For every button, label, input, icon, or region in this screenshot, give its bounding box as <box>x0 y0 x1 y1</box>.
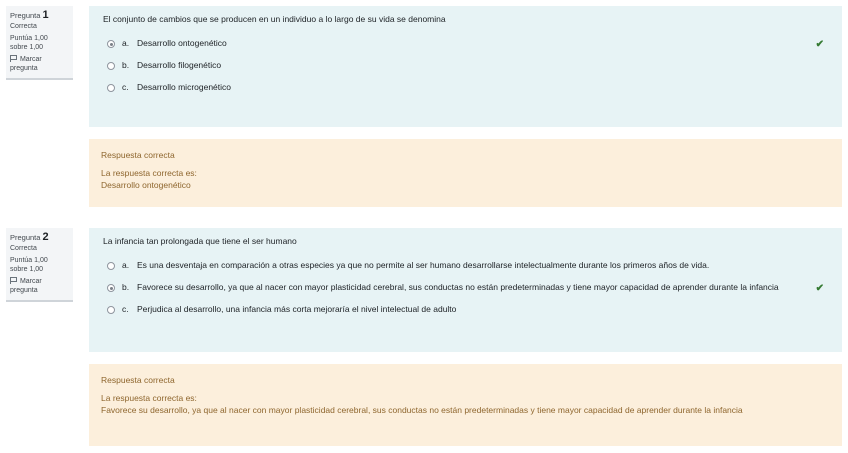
question-info-1 <box>6 6 73 80</box>
radio-icon[interactable] <box>107 62 115 70</box>
radio-icon[interactable] <box>107 262 115 270</box>
answer-letter: b. <box>122 60 130 70</box>
radio-icon[interactable] <box>107 40 115 48</box>
flag-icon <box>10 55 17 61</box>
flag-label: Marcar <box>19 278 42 285</box>
feedback-label: La respuesta correcta es: <box>101 393 197 403</box>
question-grade <box>10 256 69 274</box>
grade-line: sobre 1,00 <box>10 266 44 273</box>
answer-option-c[interactable] <box>103 303 828 316</box>
question-number: 1 <box>42 9 49 21</box>
feedback-title: Respuesta correcta <box>101 150 175 160</box>
question-title <box>10 11 69 20</box>
answer-letter: b. <box>122 282 130 292</box>
answer-text: Desarrollo ontogenético <box>137 38 227 48</box>
radio-icon[interactable] <box>107 306 115 314</box>
question-grade <box>10 34 69 52</box>
grade-line: sobre 1,00 <box>10 44 44 51</box>
question-text: La infancia tan prolongada que tiene el ser humano <box>103 236 297 246</box>
answer-letter: a. <box>122 260 130 270</box>
grade-line: Puntúa 1,00 <box>10 35 48 42</box>
answer-text: Favorece su desarrollo, ya que al nacer con mayor plasticidad cerebral, sus conductas no están predeterminadas y tiene mayor capacidad de aprender durante la infancia <box>137 282 779 292</box>
grade-line: Puntúa 1,00 <box>10 257 48 264</box>
question-feedback-1 <box>89 139 842 207</box>
flag-label: Marcar <box>19 56 42 63</box>
answer-letter: c. <box>122 82 129 92</box>
question-state: Correcta <box>10 245 37 252</box>
question-text: El conjunto de cambios que se producen en un individuo a lo largo de su vida se denomina <box>103 14 446 24</box>
flag-label: pregunta <box>10 65 38 72</box>
question-formulation-2 <box>89 228 842 352</box>
question-feedback-2 <box>89 364 842 446</box>
question-label: Pregunta <box>10 11 41 20</box>
question-state: Correcta <box>10 23 37 30</box>
question-formulation-1 <box>89 6 842 127</box>
flag-question-link[interactable] <box>10 55 69 73</box>
question-number: 2 <box>42 231 49 243</box>
check-icon: ✔ <box>815 39 824 50</box>
answer-option-a[interactable] <box>103 37 828 50</box>
question-title <box>10 233 69 242</box>
answer-option-b[interactable] <box>103 59 828 72</box>
answer-text: Desarrollo microgenético <box>137 82 232 92</box>
answer-text: Desarrollo filogenético <box>137 60 222 70</box>
answer-letter: a. <box>122 38 130 48</box>
answer-letter: c. <box>122 304 129 314</box>
radio-icon[interactable] <box>107 84 115 92</box>
question-label: Pregunta <box>10 233 41 242</box>
feedback-answer: Desarrollo ontogenético <box>101 180 191 190</box>
feedback-answer: Favorece su desarrollo, ya que al nacer con mayor plasticidad cerebral, sus conductas no están predeterminadas y tiene mayor capacidad de aprender durante la infancia <box>101 405 743 415</box>
radio-icon[interactable] <box>107 284 115 292</box>
answer-option-a[interactable] <box>103 259 828 272</box>
flag-icon <box>10 277 17 283</box>
answer-option-b[interactable] <box>103 281 828 294</box>
check-icon: ✔ <box>815 283 824 294</box>
answer-text: Perjudica al desarrollo, una infancia más corta mejoraría el nivel intelectual de adulto <box>137 304 457 314</box>
flag-question-link[interactable] <box>10 277 69 295</box>
question-info-2 <box>6 228 73 302</box>
flag-label: pregunta <box>10 287 38 294</box>
feedback-title: Respuesta correcta <box>101 375 175 385</box>
answer-option-c[interactable] <box>103 81 828 94</box>
answer-text: Es una desventaja en comparación a otras especies ya que no permite al ser humano desarrollarse intelectualmente durante los primeros años de vida. <box>137 260 710 270</box>
feedback-label: La respuesta correcta es: <box>101 168 197 178</box>
